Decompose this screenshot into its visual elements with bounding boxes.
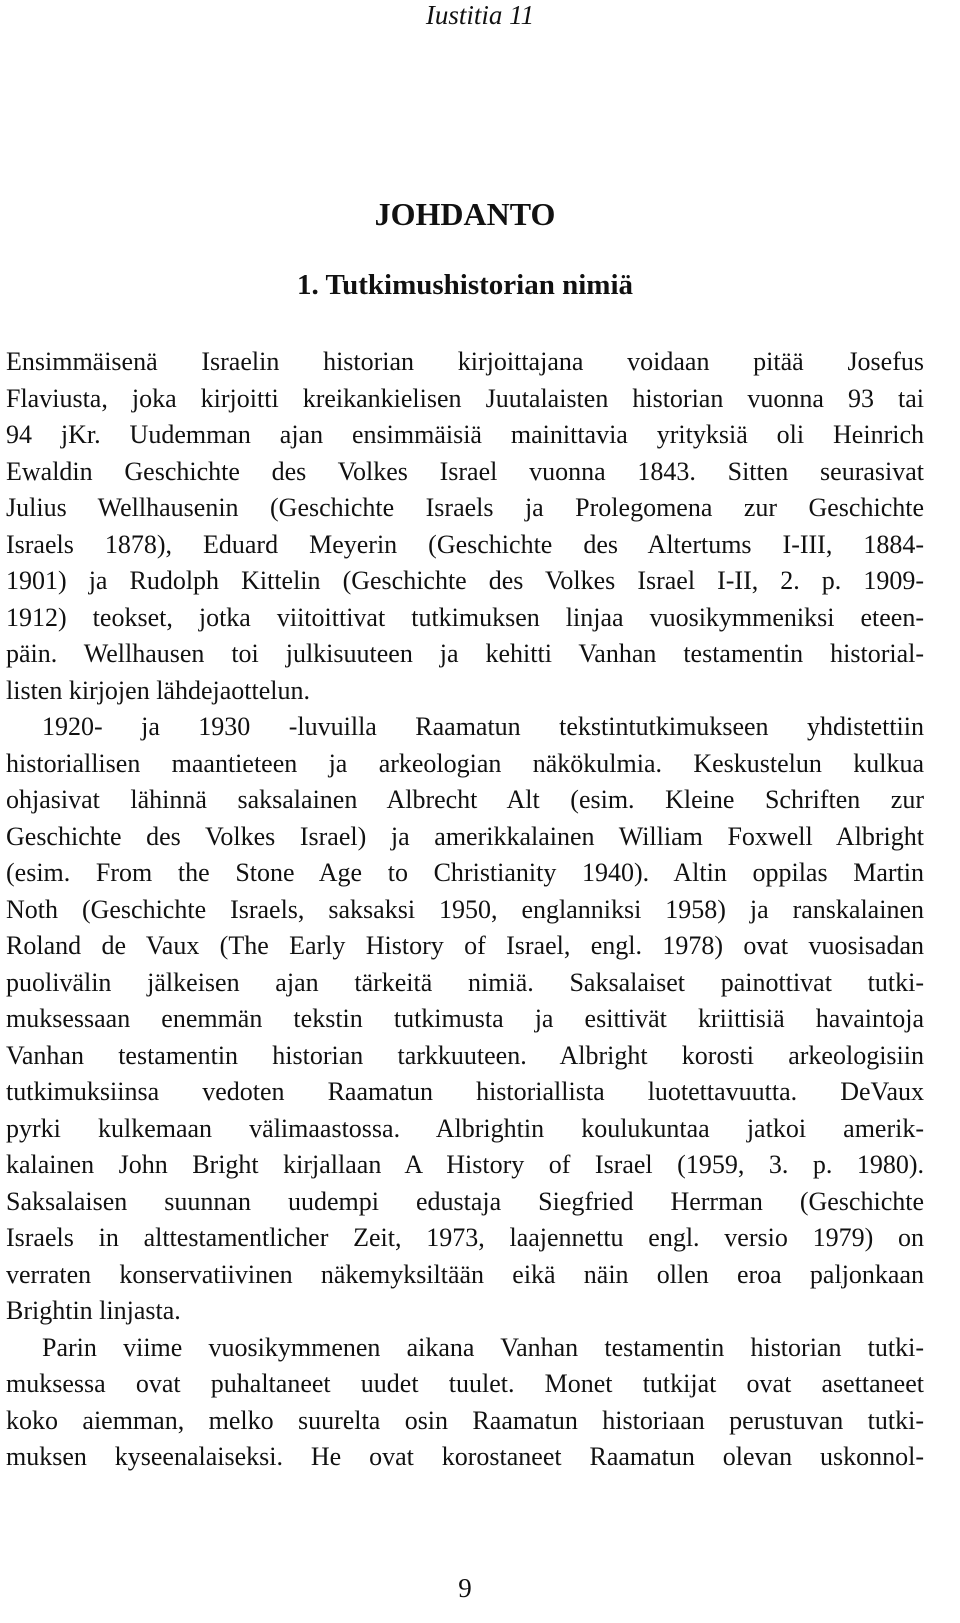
- text-line: muksessaan enemmän tekstin tutkimusta ja esittivät kriittisiä havaintoja: [6, 1004, 924, 1033]
- text-line: kalainen John Bright kirjallaan A History of Israel (1959, 3. p. 1980).: [6, 1150, 924, 1179]
- section-title: 1. Tutkimushistorian nimiä: [296, 269, 634, 301]
- text-line: päin. Wellhausen toi julkisuuteen ja kehitti Vanhan testamentin historial-: [6, 639, 924, 668]
- text-line: 94 jKr. Uudemman ajan ensimmäisiä mainittavia yrityksiä oli Heinrich: [6, 420, 924, 449]
- text-line: Israels in alttestamentlicher Zeit, 1973, laajennettu engl. versio 1979) on: [6, 1223, 924, 1252]
- text-line: Parin viime vuosikymmenen aikana Vanhan testamentin historian tutki-: [42, 1332, 924, 1362]
- text-line: Geschichte des Volkes Israel) ja amerikkalainen William Foxwell Albright: [6, 821, 924, 851]
- text-line: Israels 1878), Eduard Meyerin (Geschichte des Altertums I-III, 1884-: [6, 529, 924, 559]
- text-line: 1912) teokset, jotka viitoittivat tutkimuksen linjaa vuosikymmeniksi eteen-: [6, 602, 924, 632]
- text-line: historiallisen maantieteen ja arkeologian näkökulmia. Keskustelun kulkua: [6, 748, 924, 778]
- text-line: ohjasivat lähinnä saksalainen Albrecht Alt (esim. Kleine Schriften zur: [6, 785, 924, 814]
- text-line: verraten konservatiivinen näkemyksiltään eikä näin ollen eroa paljonkaan: [6, 1259, 924, 1289]
- text-line: 1901) ja Rudolph Kittelin (Geschichte des Volkes Israel I-II, 2. p. 1909-: [6, 566, 924, 595]
- text-line: (esim. From the Stone Age to Christianity 1940). Altin oppilas Martin: [6, 858, 924, 887]
- chapter-title: JOHDANTO: [374, 196, 556, 232]
- text-line: Ensimmäisenä Israelin historian kirjoittajana voidaan pitää Josefus: [6, 347, 924, 376]
- running-head: Iustitia 11: [425, 0, 535, 30]
- text-line: Saksalaisen suunnan uudempi edustaja Siegfried Herrman (Geschichte: [6, 1186, 924, 1216]
- body-text: [6, 344, 924, 1476]
- text-line: pyrki kulkemaan välimaastossa. Albrightin koulukuntaa jatkoi amerik-: [6, 1113, 924, 1143]
- text-line: Ewaldin Geschichte des Volkes Israel vuonna 1843. Sitten seurasivat: [6, 456, 924, 486]
- text-line: muksessa ovat puhaltaneet uudet tuulet. Monet tutkijat ovat asettaneet: [6, 1369, 924, 1398]
- text-line: Julius Wellhausenin (Geschichte Israels ja Prolegomena zur Geschichte: [6, 493, 924, 522]
- text-line: puolivälin jälkeisen ajan tärkeitä nimiä. Saksalaiset painottivat tutki-: [6, 967, 924, 997]
- paragraph-3: [6, 1330, 924, 1476]
- text-line: Roland de Vaux (The Early History of Israel, engl. 1978) ovat vuosisadan: [6, 931, 924, 960]
- paragraph-2: [6, 709, 924, 1330]
- paragraph-1: [6, 344, 924, 709]
- text-line: 1920- ja 1930 -luvuilla Raamatun tekstintutkimukseen yhdistettiin: [42, 712, 924, 741]
- text-line: tutkimuksiinsa vedoten Raamatun historiallista luotettavuutta. DeVaux: [6, 1077, 924, 1106]
- text-line: koko aiemman, melko suurelta osin Raamatun historiaan perustuvan tutki-: [6, 1405, 924, 1435]
- text-line: Brightin linjasta.: [6, 1296, 181, 1325]
- text-line: Vanhan testamentin historian tarkkuuteen. Albright korosti arkeologisiin: [6, 1040, 924, 1070]
- text-line: listen kirjojen lähdejaottelun.: [6, 675, 310, 705]
- text-line: Noth (Geschichte Israels, saksaksi 1950, englanniksi 1958) ja ranskalainen: [6, 894, 924, 924]
- text-line: Flaviusta, joka kirjoitti kreikankielisen Juutalaisten historian vuonna 93 tai: [6, 383, 924, 413]
- page-number: 9: [458, 1573, 472, 1603]
- text-line: muksen kyseenalaiseksi. He ovat korostaneet Raamatun olevan uskonnol-: [6, 1442, 924, 1471]
